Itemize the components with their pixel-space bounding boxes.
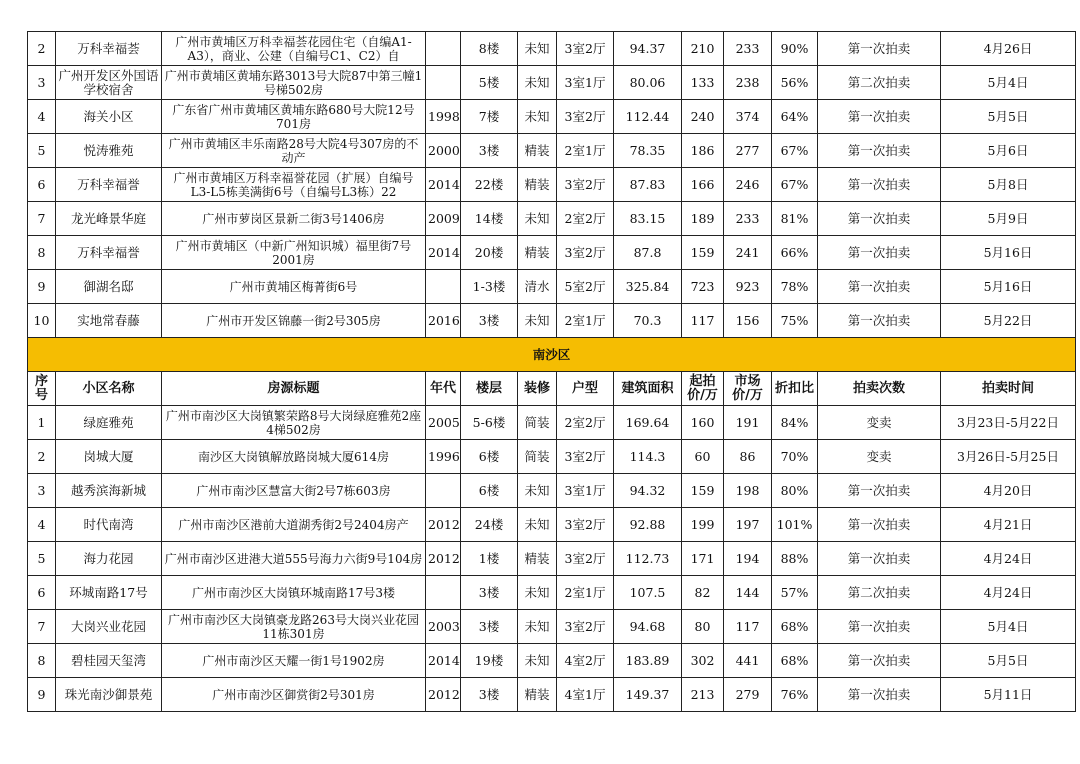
auction-round-cell: 第一次拍卖 [818, 644, 941, 678]
listing-title-cell: 广州市南沙区御赏街2号301房 [162, 678, 426, 712]
floor-area-cell: 83.15 [614, 202, 682, 236]
listing-title-cell: 南沙区大岗镇解放路岗城大厦614房 [162, 440, 426, 474]
market-price-cell: 241 [724, 236, 772, 270]
market-price-cell: 191 [724, 406, 772, 440]
starting-price-cell: 186 [682, 134, 724, 168]
layout-cell: 2室2厅 [557, 202, 614, 236]
listing-title-cell: 广州市南沙区大岗镇豪龙路263号大岗兴业花园11栋301房 [162, 610, 426, 644]
listing-title-cell: 广州市南沙区慧富大街2号7栋603房 [162, 474, 426, 508]
build-year-cell: 2014 [426, 168, 461, 202]
auction-round-cell: 第一次拍卖 [818, 202, 941, 236]
decoration-cell: 未知 [518, 202, 557, 236]
listing-title-cell: 广州市黄埔区丰乐南路28号大院4号307房的不动产 [162, 134, 426, 168]
decoration-cell: 未知 [518, 508, 557, 542]
row-number-cell: 4 [28, 100, 56, 134]
community-name-cell: 碧桂园天玺湾 [56, 644, 162, 678]
market-price-cell: 194 [724, 542, 772, 576]
market-price-cell: 233 [724, 32, 772, 66]
row-number-cell: 3 [28, 474, 56, 508]
floor-area-cell: 94.68 [614, 610, 682, 644]
build-year-cell: 2005 [426, 406, 461, 440]
discount-ratio-cell: 68% [772, 610, 818, 644]
discount-ratio-cell: 75% [772, 304, 818, 338]
floor-cell: 19楼 [461, 644, 518, 678]
floor-area-cell: 325.84 [614, 270, 682, 304]
floor-area-cell: 87.83 [614, 168, 682, 202]
discount-ratio-cell: 68% [772, 644, 818, 678]
build-year-cell [426, 270, 461, 304]
auction-date-cell: 4月20日 [941, 474, 1076, 508]
community-name-header: 小区名称 [56, 372, 162, 406]
discount-ratio-cell: 78% [772, 270, 818, 304]
auction-round-cell: 第一次拍卖 [818, 678, 941, 712]
auction-date-cell: 5月6日 [941, 134, 1076, 168]
listing-title-cell: 广州市南沙区大岗镇繁荣路8号大岗绿庭雅苑2座4梯502房 [162, 406, 426, 440]
floor-cell: 5楼 [461, 66, 518, 100]
auction-date-cell: 4月21日 [941, 508, 1076, 542]
row-number-cell: 9 [28, 678, 56, 712]
auction-round-header: 拍卖次数 [818, 372, 941, 406]
build-year-cell [426, 66, 461, 100]
discount-ratio-cell: 88% [772, 542, 818, 576]
listing-title-cell: 广东省广州市黄埔区黄埔东路680号大院12号701房 [162, 100, 426, 134]
auction-date-cell: 4月26日 [941, 32, 1076, 66]
layout-cell: 4室1厅 [557, 678, 614, 712]
starting-price-cell: 117 [682, 304, 724, 338]
community-name-cell: 时代南湾 [56, 508, 162, 542]
table-row [28, 508, 1076, 542]
starting-price-cell: 82 [682, 576, 724, 610]
decoration-cell: 未知 [518, 576, 557, 610]
row-number-cell: 9 [28, 270, 56, 304]
discount-ratio-cell: 84% [772, 406, 818, 440]
starting-price-cell: 159 [682, 474, 724, 508]
layout-cell: 3室2厅 [557, 236, 614, 270]
row-number-cell: 2 [28, 32, 56, 66]
table-row [28, 644, 1076, 678]
auction-round-cell: 第一次拍卖 [818, 168, 941, 202]
listing-title-cell: 广州市萝岗区景新二街3号1406房 [162, 202, 426, 236]
auction-date-cell: 5月16日 [941, 236, 1076, 270]
floor-cell: 3楼 [461, 304, 518, 338]
row-number-cell: 2 [28, 440, 56, 474]
build-year-cell: 2012 [426, 508, 461, 542]
auction-date-cell: 5月16日 [941, 270, 1076, 304]
listing-title-cell: 广州市开发区锦藤一街2号305房 [162, 304, 426, 338]
auction-round-cell: 第二次拍卖 [818, 576, 941, 610]
listing-title-cell: 广州市黄埔区（中新广州知识城）福里街7号2001房 [162, 236, 426, 270]
decoration-cell: 未知 [518, 66, 557, 100]
build-year-cell: 2003 [426, 610, 461, 644]
layout-cell: 2室1厅 [557, 134, 614, 168]
listing-title-cell: 广州市黄埔区黄埔东路3013号大院87中第三幢1号梯502房 [162, 66, 426, 100]
starting-price-cell: 166 [682, 168, 724, 202]
auction-round-cell: 第一次拍卖 [818, 542, 941, 576]
row-number-cell: 4 [28, 508, 56, 542]
auction-round-cell: 第一次拍卖 [818, 508, 941, 542]
decoration-cell: 未知 [518, 100, 557, 134]
layout-cell: 3室2厅 [557, 32, 614, 66]
layout-header: 户型 [557, 372, 614, 406]
layout-cell: 4室2厅 [557, 644, 614, 678]
row-number-cell: 7 [28, 202, 56, 236]
auction-round-cell: 第一次拍卖 [818, 304, 941, 338]
market-price-cell: 156 [724, 304, 772, 338]
discount-ratio-cell: 101% [772, 508, 818, 542]
floor-header: 楼层 [461, 372, 518, 406]
discount-ratio-cell: 64% [772, 100, 818, 134]
community-name-cell: 悦涛雅苑 [56, 134, 162, 168]
market-price-cell: 197 [724, 508, 772, 542]
floor-cell: 5-6楼 [461, 406, 518, 440]
floor-area-cell: 183.89 [614, 644, 682, 678]
section-1-body [28, 32, 1076, 338]
starting-price-cell: 133 [682, 66, 724, 100]
floor-cell: 20楼 [461, 236, 518, 270]
row-number-cell: 3 [28, 66, 56, 100]
starting-price-cell: 189 [682, 202, 724, 236]
auction-round-cell: 变卖 [818, 406, 941, 440]
discount-ratio-header: 折扣比 [772, 372, 818, 406]
floor-area-cell: 80.06 [614, 66, 682, 100]
row-number-cell: 5 [28, 542, 56, 576]
auction-round-cell: 第一次拍卖 [818, 32, 941, 66]
build-year-cell: 2012 [426, 678, 461, 712]
district-title: 南沙区 [28, 338, 1076, 372]
starting-price-cell: 240 [682, 100, 724, 134]
floor-cell: 22楼 [461, 168, 518, 202]
table-row [28, 66, 1076, 100]
auction-date-cell: 5月4日 [941, 66, 1076, 100]
discount-ratio-cell: 76% [772, 678, 818, 712]
row-number-cell: 6 [28, 576, 56, 610]
floor-cell: 1楼 [461, 542, 518, 576]
decoration-cell: 未知 [518, 644, 557, 678]
starting-price-cell: 213 [682, 678, 724, 712]
listing-title-cell: 广州市黄埔区万科幸福誉花园（扩展）自编号L3-L5栋美满街6号（自编号L3栋）22 [162, 168, 426, 202]
starting-price-cell: 199 [682, 508, 724, 542]
table-row [28, 32, 1076, 66]
floor-area-header: 建筑面积 [614, 372, 682, 406]
floor-cell: 3楼 [461, 678, 518, 712]
table-row [28, 236, 1076, 270]
table-row [28, 678, 1076, 712]
table-row [28, 440, 1076, 474]
auction-date-cell: 5月5日 [941, 100, 1076, 134]
floor-cell: 6楼 [461, 440, 518, 474]
market-price-cell: 277 [724, 134, 772, 168]
discount-ratio-cell: 90% [772, 32, 818, 66]
layout-cell: 2室1厅 [557, 304, 614, 338]
auction-round-cell: 第一次拍卖 [818, 100, 941, 134]
layout-cell: 3室2厅 [557, 440, 614, 474]
auction-round-cell: 第一次拍卖 [818, 474, 941, 508]
community-name-cell: 龙光峰景华庭 [56, 202, 162, 236]
market-price-cell: 86 [724, 440, 772, 474]
header-row [28, 372, 1076, 406]
auction-round-cell: 第二次拍卖 [818, 66, 941, 100]
community-name-cell: 万科幸福誉 [56, 236, 162, 270]
table-row [28, 610, 1076, 644]
discount-ratio-cell: 67% [772, 168, 818, 202]
community-name-cell: 越秀滨海新城 [56, 474, 162, 508]
row-number-cell: 7 [28, 610, 56, 644]
discount-ratio-cell: 56% [772, 66, 818, 100]
market-price-cell: 238 [724, 66, 772, 100]
market-price-header: 市场价/万 [724, 372, 772, 406]
build-year-cell: 2014 [426, 644, 461, 678]
row-number-cell: 5 [28, 134, 56, 168]
floor-area-cell: 87.8 [614, 236, 682, 270]
market-price-cell: 198 [724, 474, 772, 508]
table-row [28, 270, 1076, 304]
floor-area-cell: 112.73 [614, 542, 682, 576]
floor-area-cell: 94.32 [614, 474, 682, 508]
auction-date-cell: 5月11日 [941, 678, 1076, 712]
table-row [28, 168, 1076, 202]
layout-cell: 3室2厅 [557, 542, 614, 576]
row-number-cell: 1 [28, 406, 56, 440]
starting-price-cell: 723 [682, 270, 724, 304]
table-row [28, 474, 1076, 508]
decoration-cell: 精装 [518, 236, 557, 270]
floor-cell: 1-3楼 [461, 270, 518, 304]
discount-ratio-cell: 70% [772, 440, 818, 474]
listing-title-cell: 广州市黄埔区万科幸福荟花园住宅（自编A1-A3），商业、公建（自编号C1、C2）自 [162, 32, 426, 66]
decoration-cell: 未知 [518, 32, 557, 66]
market-price-cell: 923 [724, 270, 772, 304]
listing-title-cell: 广州市南沙区大岗镇环城南路17号3楼 [162, 576, 426, 610]
community-name-cell: 海力花园 [56, 542, 162, 576]
decoration-cell: 未知 [518, 304, 557, 338]
auction-date-header: 拍卖时间 [941, 372, 1076, 406]
decoration-cell: 精装 [518, 542, 557, 576]
discount-ratio-cell: 81% [772, 202, 818, 236]
starting-price-cell: 171 [682, 542, 724, 576]
build-year-cell: 1998 [426, 100, 461, 134]
layout-cell: 2室1厅 [557, 576, 614, 610]
listing-title-cell: 广州市南沙区天耀一街1号1902房 [162, 644, 426, 678]
floor-cell: 14楼 [461, 202, 518, 236]
floor-cell: 8楼 [461, 32, 518, 66]
discount-ratio-cell: 66% [772, 236, 818, 270]
starting-price-cell: 302 [682, 644, 724, 678]
auction-date-cell: 5月8日 [941, 168, 1076, 202]
district-band [28, 338, 1076, 406]
layout-cell: 3室1厅 [557, 66, 614, 100]
floor-area-cell: 112.44 [614, 100, 682, 134]
starting-price-header: 起拍价/万 [682, 372, 724, 406]
community-name-cell: 御湖名邸 [56, 270, 162, 304]
auction-round-cell: 第一次拍卖 [818, 270, 941, 304]
floor-area-cell: 169.64 [614, 406, 682, 440]
section-2-body [28, 406, 1076, 712]
floor-cell: 6楼 [461, 474, 518, 508]
build-year-cell: 2012 [426, 542, 461, 576]
community-name-cell: 绿庭雅苑 [56, 406, 162, 440]
market-price-cell: 279 [724, 678, 772, 712]
decoration-cell: 精装 [518, 134, 557, 168]
auction-date-cell: 3月23日-5月22日 [941, 406, 1076, 440]
market-price-cell: 441 [724, 644, 772, 678]
starting-price-cell: 80 [682, 610, 724, 644]
community-name-cell: 环城南路17号 [56, 576, 162, 610]
auction-date-cell: 4月24日 [941, 542, 1076, 576]
auction-date-cell: 4月24日 [941, 576, 1076, 610]
market-price-cell: 144 [724, 576, 772, 610]
build-year-cell: 2000 [426, 134, 461, 168]
table-row [28, 542, 1076, 576]
community-name-cell: 珠光南沙御景苑 [56, 678, 162, 712]
table-row [28, 406, 1076, 440]
build-year-cell: 2009 [426, 202, 461, 236]
table-row [28, 576, 1076, 610]
decoration-cell: 精装 [518, 678, 557, 712]
row-number-header: 序号 [28, 372, 56, 406]
build-year-cell [426, 576, 461, 610]
community-name-cell: 大岗兴业花园 [56, 610, 162, 644]
build-year-cell [426, 32, 461, 66]
layout-cell: 3室2厅 [557, 610, 614, 644]
listing-title-cell: 广州市南沙区港前大道湖秀街2号2404房产 [162, 508, 426, 542]
market-price-cell: 233 [724, 202, 772, 236]
community-name-cell: 万科幸福荟 [56, 32, 162, 66]
floor-cell: 3楼 [461, 610, 518, 644]
auction-date-cell: 3月26日-5月25日 [941, 440, 1076, 474]
layout-cell: 2室2厅 [557, 406, 614, 440]
market-price-cell: 374 [724, 100, 772, 134]
starting-price-cell: 160 [682, 406, 724, 440]
decoration-cell: 精装 [518, 168, 557, 202]
decoration-cell: 未知 [518, 474, 557, 508]
floor-area-cell: 107.5 [614, 576, 682, 610]
build-year-cell: 1996 [426, 440, 461, 474]
discount-ratio-cell: 80% [772, 474, 818, 508]
decoration-cell: 简装 [518, 406, 557, 440]
starting-price-cell: 210 [682, 32, 724, 66]
floor-area-cell: 114.3 [614, 440, 682, 474]
build-year-cell: 2014 [426, 236, 461, 270]
market-price-cell: 246 [724, 168, 772, 202]
decoration-header: 装修 [518, 372, 557, 406]
listing-title-cell: 广州市南沙区进港大道555号海力六街9号104房 [162, 542, 426, 576]
listing-title-header: 房源标题 [162, 372, 426, 406]
auction-table [27, 31, 1076, 712]
floor-area-cell: 92.88 [614, 508, 682, 542]
table-row [28, 202, 1076, 236]
build-year-header: 年代 [426, 372, 461, 406]
auction-date-cell: 5月5日 [941, 644, 1076, 678]
floor-cell: 3楼 [461, 134, 518, 168]
row-number-cell: 8 [28, 236, 56, 270]
floor-area-cell: 70.3 [614, 304, 682, 338]
row-number-cell: 6 [28, 168, 56, 202]
table-row [28, 304, 1076, 338]
floor-area-cell: 94.37 [614, 32, 682, 66]
decoration-cell: 简装 [518, 440, 557, 474]
discount-ratio-cell: 67% [772, 134, 818, 168]
row-number-cell: 10 [28, 304, 56, 338]
auction-date-cell: 5月9日 [941, 202, 1076, 236]
community-name-cell: 广州开发区外国语学校宿舍 [56, 66, 162, 100]
market-price-cell: 117 [724, 610, 772, 644]
build-year-cell: 2016 [426, 304, 461, 338]
build-year-cell [426, 474, 461, 508]
floor-cell: 7楼 [461, 100, 518, 134]
community-name-cell: 实地常春藤 [56, 304, 162, 338]
row-number-cell: 8 [28, 644, 56, 678]
layout-cell: 3室2厅 [557, 168, 614, 202]
auction-round-cell: 第一次拍卖 [818, 134, 941, 168]
floor-area-cell: 78.35 [614, 134, 682, 168]
starting-price-cell: 159 [682, 236, 724, 270]
community-name-cell: 海关小区 [56, 100, 162, 134]
layout-cell: 3室2厅 [557, 100, 614, 134]
layout-cell: 3室1厅 [557, 474, 614, 508]
layout-cell: 3室2厅 [557, 508, 614, 542]
starting-price-cell: 60 [682, 440, 724, 474]
table-row [28, 134, 1076, 168]
community-name-cell: 岗城大厦 [56, 440, 162, 474]
auction-date-cell: 5月22日 [941, 304, 1076, 338]
floor-area-cell: 149.37 [614, 678, 682, 712]
layout-cell: 5室2厅 [557, 270, 614, 304]
decoration-cell: 清水 [518, 270, 557, 304]
community-name-cell: 万科幸福誉 [56, 168, 162, 202]
auction-round-cell: 变卖 [818, 440, 941, 474]
floor-cell: 24楼 [461, 508, 518, 542]
auction-round-cell: 第一次拍卖 [818, 610, 941, 644]
auction-round-cell: 第一次拍卖 [818, 236, 941, 270]
listing-title-cell: 广州市黄埔区梅菁街6号 [162, 270, 426, 304]
discount-ratio-cell: 57% [772, 576, 818, 610]
table-row [28, 100, 1076, 134]
floor-cell: 3楼 [461, 576, 518, 610]
auction-date-cell: 5月4日 [941, 610, 1076, 644]
decoration-cell: 未知 [518, 610, 557, 644]
